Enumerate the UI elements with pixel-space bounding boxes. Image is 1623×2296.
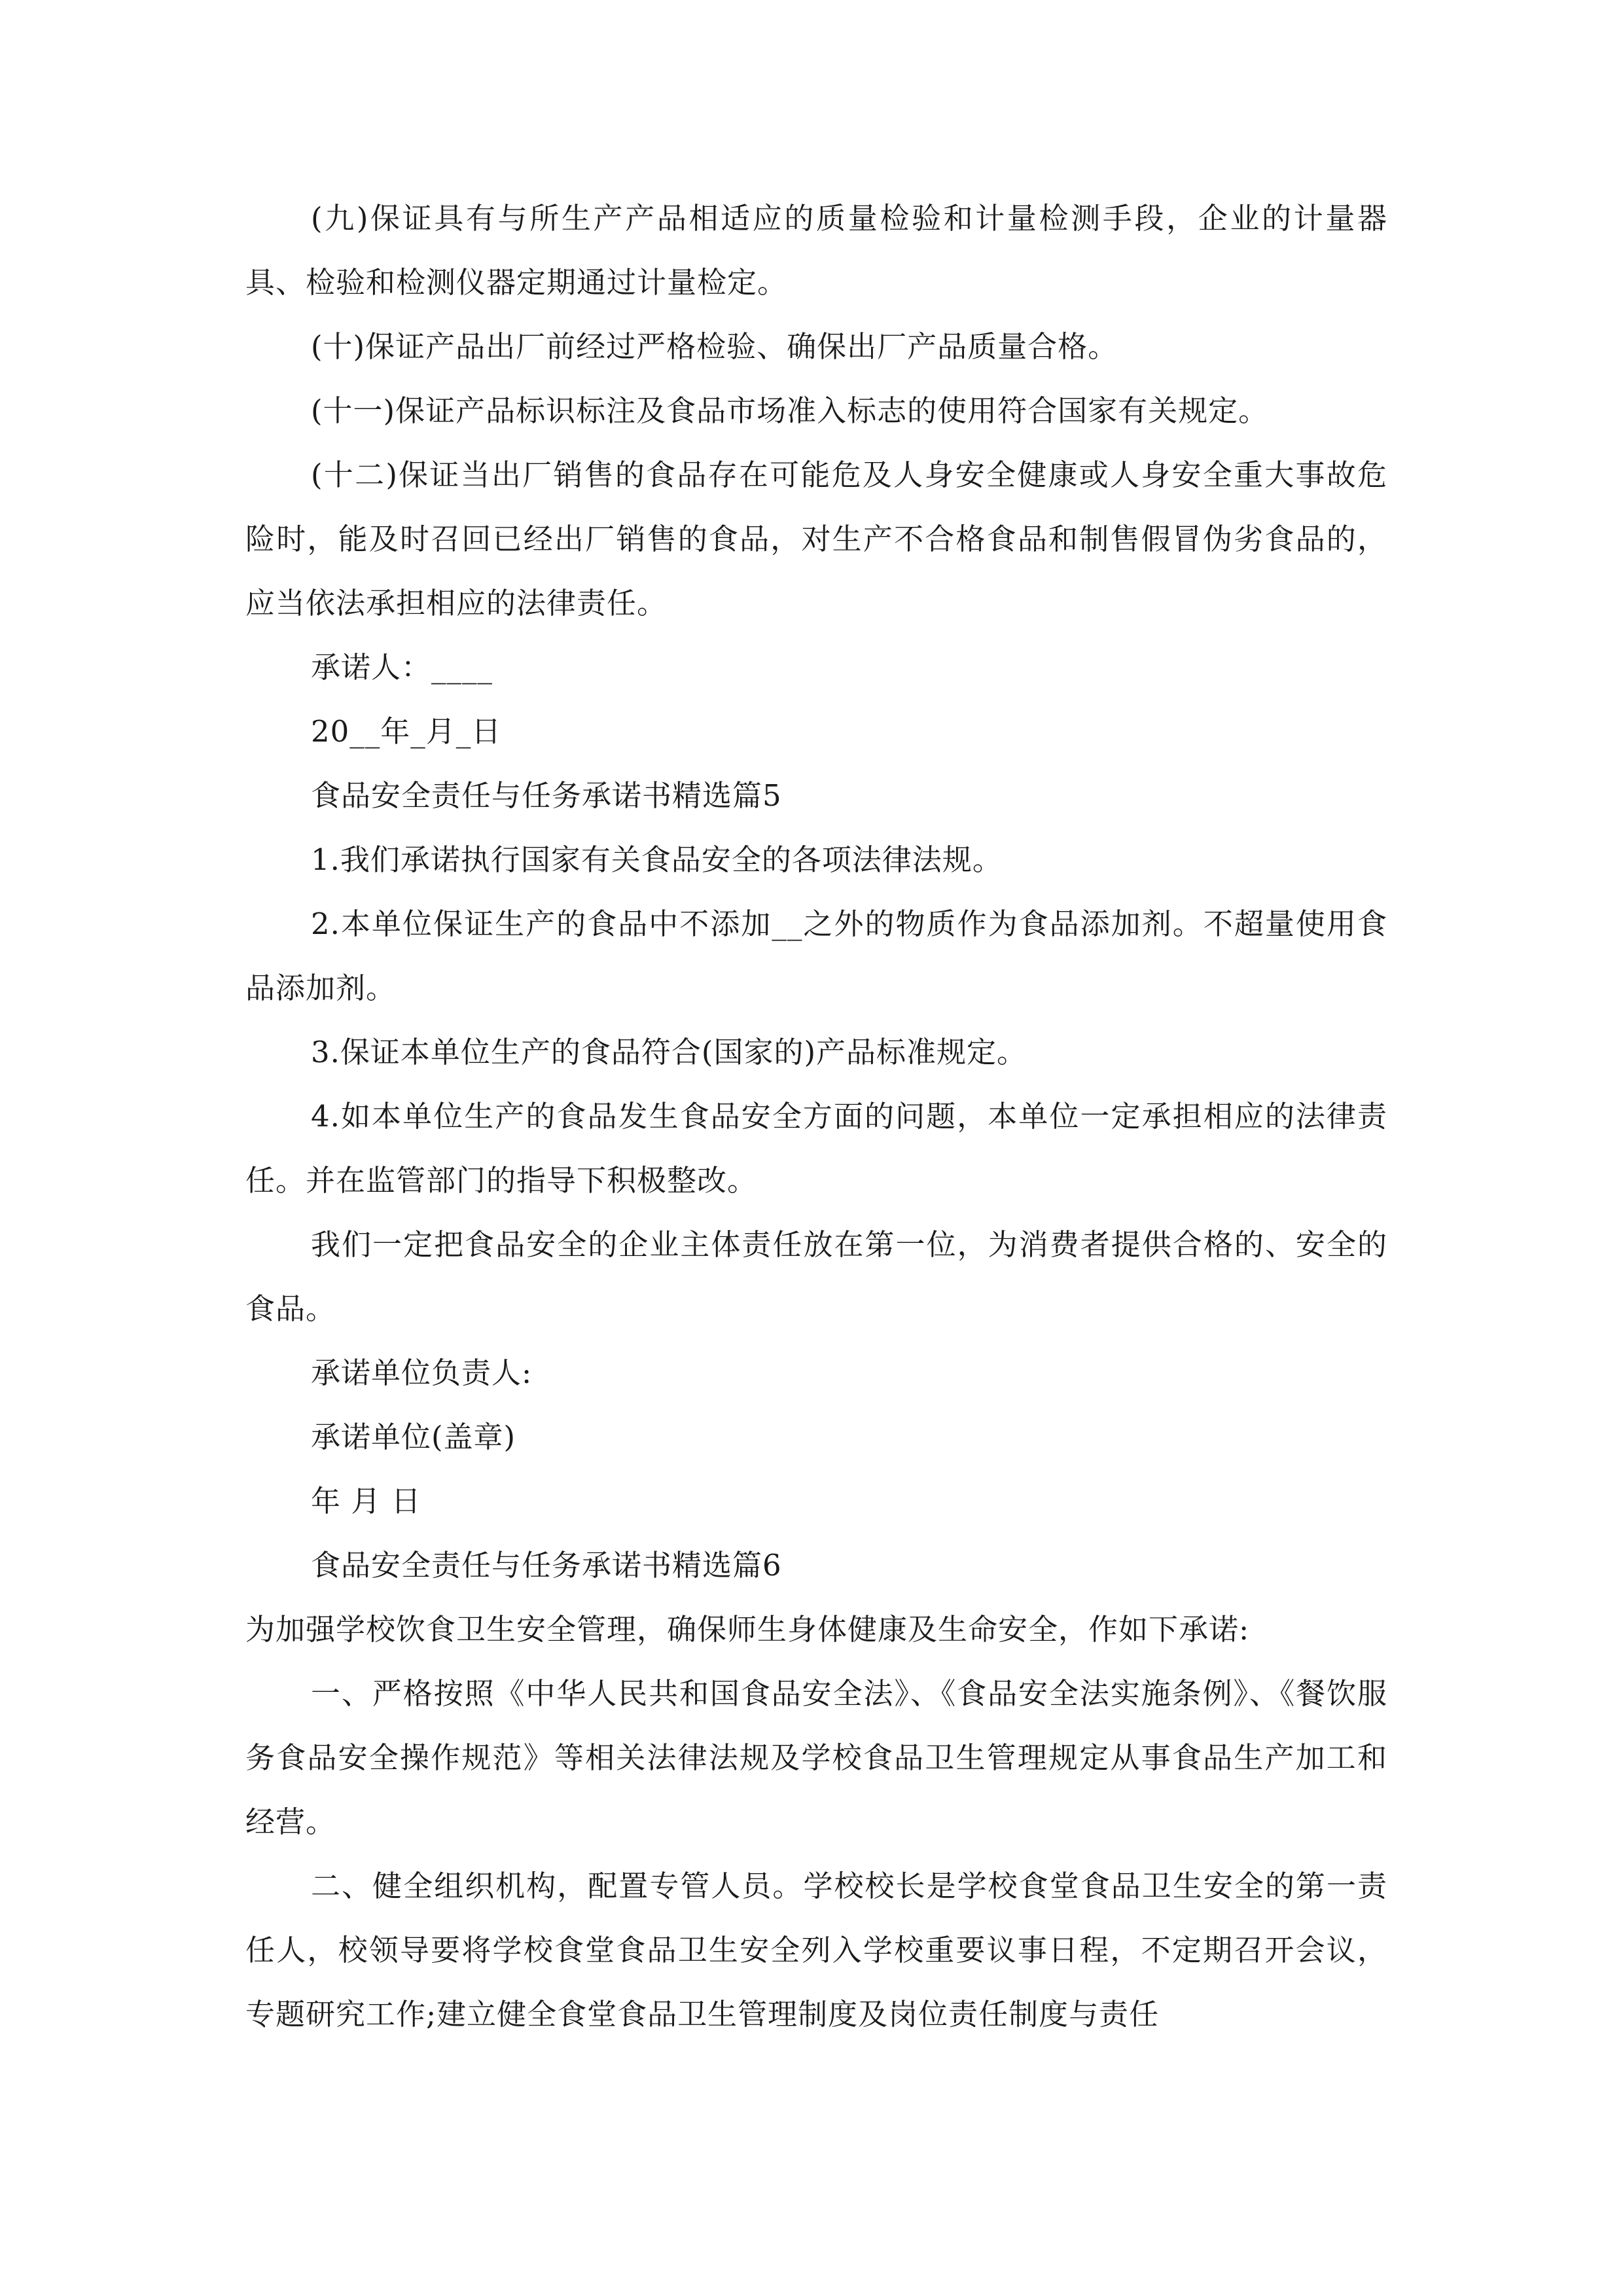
signature-unit-seal: 承诺单位(盖章): [311, 1420, 516, 1454]
paragraph-item-4: 4.如本单位生产的食品发生食品安全方面的问题，本单位一定承担相应的法律责任。并在监管部门的指导下积极整改。: [245, 1099, 1387, 1198]
paragraph-item-3: 3.保证本单位生产的食品符合(国家的)产品标准规定。: [311, 1035, 1027, 1069]
paragraph-clause-11: (十一)保证产品标识标注及食品市场准入标志的使用符合国家有关规定。: [311, 393, 1269, 428]
signature-unit-leader: 承诺单位负责人:: [311, 1355, 533, 1390]
paragraph-point-2: 二、健全组织机构，配置专管人员。学校校长是学校食堂食品卫生安全的第一责任人，校领导要将学校食堂食品卫生安全列入学校重要议事日程，不定期召开会议，专题研究工作;建立健全食堂食品卫生管理制度及岗位责任制度与责任: [245, 1869, 1387, 2032]
signature-date-blank: 年 月 日: [311, 1484, 421, 1518]
paragraph-clause-12: (十二)保证当出厂销售的食品存在可能危及人身安全健康或人身安全重大事故危险时，能及时召回已经出厂销售的食品，对生产不合格食品和制售假冒伪劣食品的，应当依法承担相应的法律责任。: [245, 457, 1387, 620]
paragraph-clause-9: (九)保证具有与所生产产品相适应的质量检验和计量检测手段，企业的计量器具、检验和检测仪器定期通过计量检定。: [245, 201, 1387, 300]
signature-promisor: 承诺人：____: [311, 650, 493, 685]
paragraph-intro: 为加强学校饮食卫生安全管理，确保师生身体健康及生命安全，作如下承诺:: [245, 1612, 1250, 1647]
document-body: [245, 187, 1387, 2047]
paragraph-item-2: 2.本单位保证生产的食品中不添加__之外的物质作为食品添加剂。不超量使用食品添加剂。: [245, 906, 1387, 1005]
paragraph-item-1: 1.我们承诺执行国家有关食品安全的各项法律法规。: [311, 842, 1003, 877]
paragraph-point-1: 一、严格按照《中华人民共和国食品安全法》、《食品安全法实施条例》、《餐饮服务食品安全操作规范》等相关法律法规及学校食品卫生管理规定从事食品生产加工和经营。: [245, 1676, 1387, 1839]
signature-date: 20__年_月_日: [311, 714, 502, 749]
section-heading-5: 食品安全责任与任务承诺书精选篇5: [311, 778, 782, 813]
paragraph-clause-10: (十)保证产品出厂前经过严格检验、确保出厂产品质量合格。: [311, 329, 1118, 364]
paragraph-commitment: 我们一定把食品安全的企业主体责任放在第一位，为消费者提供合格的、安全的食品。: [245, 1227, 1387, 1326]
section-heading-6: 食品安全责任与任务承诺书精选篇6: [311, 1548, 782, 1583]
